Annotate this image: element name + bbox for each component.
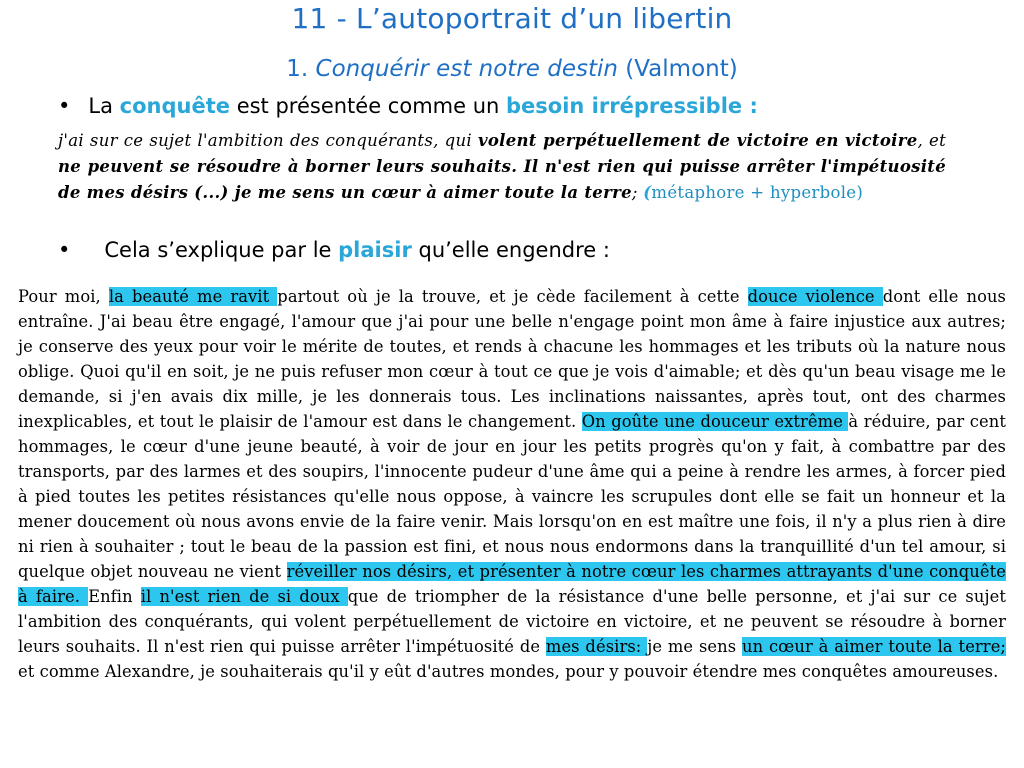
highlight: il n'est rien de si doux xyxy=(140,587,348,606)
bullet2-text-b: qu’elle engendre : xyxy=(418,238,610,262)
highlight: un cœur à aimer toute la terre; xyxy=(741,637,1007,656)
highlight: On goûte une douceur extrême xyxy=(581,412,849,431)
text-run: Pour moi, xyxy=(18,287,109,306)
quote-paren: ( xyxy=(643,183,652,202)
highlight: mes désirs: xyxy=(545,637,648,656)
bullet2-text-a: Cela s’explique par le xyxy=(104,238,332,262)
section-subtitle xyxy=(0,56,1024,82)
bullet-dot-icon: • xyxy=(58,94,71,118)
text-run: et comme Alexandre, je souhaiterais qu'il y eût d'autres mondes, pour y pouvoir étendre mes conquêtes amoureuses. xyxy=(18,662,999,681)
slide-title: 11 - L’autoportrait d’un libertin xyxy=(291,2,733,35)
figure-of-speech-note: métaphore + hyperbole) xyxy=(651,183,864,202)
bullet-conquest xyxy=(58,94,758,118)
quote-bold: ne peuvent se résoudre à borner leurs souhaits. Il n'est rien qui puisse arrêter l'impétuosité de mes désirs (...) je me sens un cœur à aimer toute la terre xyxy=(58,157,946,202)
excerpt-paragraph xyxy=(18,284,1006,684)
subtitle-plain: (Valmont) xyxy=(625,56,738,82)
text-run: Enfin xyxy=(88,587,141,606)
quote-part: j'ai sur ce sujet l'ambition des conquérants, qui xyxy=(58,131,478,150)
text-run: dont elle nous entraîne. J'ai beau être engagé, l'amour que j'ai pour une belle n'engage point mon âme à faire injustice aux autres; je conserve des yeux pour voir le mérite de toutes, et rends à chacune les hommages et les tributs où la nature nous oblige. Quoi qu'il en soit, je ne puis refuser mon cœur à tout ce que je vois d'aimable; et dès qu'un beau visage me le demande, si j'en avais dix mille, je les donnerais tous. Les inclinations naissantes, après tout, ont des charmes inexplicables, et tout le plaisir de l'amour est dans le changement. xyxy=(18,287,1007,431)
text-run: je me sens xyxy=(647,637,742,656)
quote-part: , et xyxy=(917,131,946,150)
text-run: à réduire, par cent hommages, le cœur d'une jeune beauté, à voir de jour en jour les petits progrès qu'on y fait, à combattre par des transports, par des larmes et des soupirs, l'innocente pudeur d'une âme qui a peine à rendre les armes, à forcer pied à pied toutes les petites résistances qu'elle nous oppose, à vaincre les scrupules dont elle se fait un honneur et la mener doucement où nous avons envie de la faire venir. Mais lorsqu'on en est maître une fois, il n'y a plus rien à dire ni rien à souhaiter ; tout le beau de la passion est fini, et nous nous endormons dans la tranquillité d'un tel amour, si quelque objet nouveau ne vient xyxy=(18,412,1006,581)
highlight: réveiller nos désirs, et présenter à notre cœur les charmes attrayants d'une conquête à faire. xyxy=(18,562,1006,606)
bullet-pleasure xyxy=(58,238,610,262)
keyword-plaisir: plaisir xyxy=(338,238,412,262)
bullet-dot-icon: • xyxy=(58,238,71,262)
subtitle-number: 1. xyxy=(286,56,309,82)
bullet1-text-a: La xyxy=(88,94,113,118)
quote-bold: volent perpétuellement de victoire en victoire xyxy=(477,131,918,150)
subtitle-italic: Conquérir est notre destin xyxy=(315,56,618,82)
quote-excerpt xyxy=(58,128,946,206)
text-run: que de triompher de la résistance d'une belle personne, et j'ai sur ce sujet l'ambition des conquérants, qui volent perpétuellement de victoire en victoire, et ne peuvent se résoudre à borner leurs souhaits. Il n'est rien qui puisse arrêter l'impétuosité de xyxy=(18,587,1006,656)
text-run: partout où je la trouve, et je cède facilement à cette xyxy=(277,287,748,306)
quote-part: ; xyxy=(631,183,644,202)
highlight: douce violence xyxy=(747,287,883,306)
keyword-conquete: conquête xyxy=(119,94,230,118)
keyword-besoin: besoin irrépressible : xyxy=(506,94,758,118)
bullet1-text-b: est présentée comme un xyxy=(236,94,500,118)
highlight: la beauté me ravit xyxy=(108,287,278,306)
